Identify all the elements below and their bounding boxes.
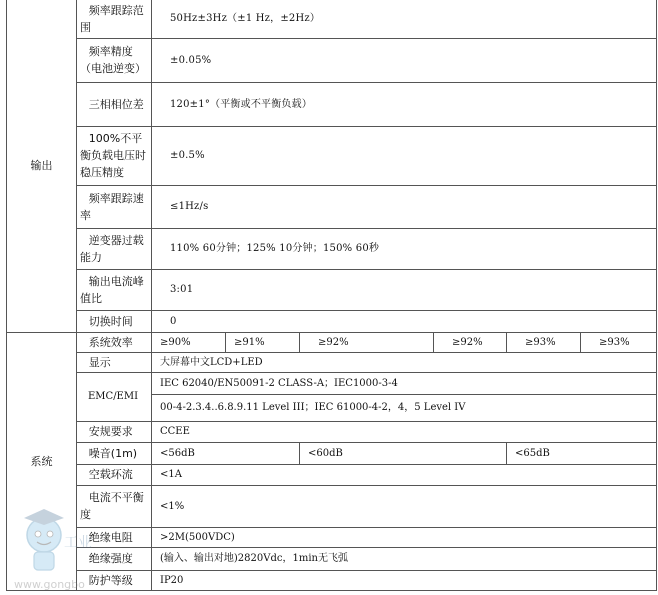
row-label: 逆变器过载能力	[77, 228, 152, 269]
row-label: 频率精度（电池逆变）	[77, 38, 152, 82]
table-row	[7, 485, 657, 527]
table-row	[7, 185, 657, 228]
table-row	[7, 352, 657, 372]
row-label: 绝缘电阻	[77, 527, 152, 547]
row-label: 安规要求	[77, 421, 152, 442]
row-label: 100%不平衡负载电压时稳压精度	[77, 126, 152, 185]
row-label: 系统效率	[77, 332, 152, 352]
row-value: 00-4-2.3.4..6.8.9.11 Level III；IEC 61000-4-2，4，5 Level IV	[152, 394, 657, 421]
table-row	[7, 228, 657, 269]
watermark-domain: www.gongbo	[14, 578, 85, 591]
row-value: <1%	[152, 485, 657, 527]
table-row	[7, 527, 657, 547]
row-label: 频率跟踪范围	[77, 0, 152, 38]
efficiency-value: ≥92%	[434, 332, 507, 352]
table-row	[7, 372, 657, 394]
noise-value: <60dB	[300, 442, 507, 464]
row-value: >2M(500VDC)	[152, 527, 657, 547]
row-label: 电流不平衡度	[77, 485, 152, 527]
noise-value: <56dB	[152, 442, 300, 464]
table-row	[7, 332, 657, 352]
row-label: EMC/EMI	[77, 372, 152, 421]
row-value: 0	[152, 310, 657, 332]
row-label: 绝缘强度	[77, 547, 152, 570]
row-value: 50Hz±3Hz（±1 Hz，±2Hz）	[152, 0, 657, 38]
efficiency-value: ≥93%	[507, 332, 581, 352]
row-label: 切换时间	[77, 310, 152, 332]
row-value: CCEE	[152, 421, 657, 442]
row-value: ±0.5%	[152, 126, 657, 185]
row-label: 显示	[77, 352, 152, 372]
table-row	[7, 269, 657, 310]
row-value: 110% 60分钟；125% 10分钟；150% 60秒	[152, 228, 657, 269]
row-value: (输入、输出对地)2820Vdc，1min无飞弧	[152, 547, 657, 570]
table-row	[7, 126, 657, 185]
row-label: 防护等级	[77, 570, 152, 590]
spec-table-container	[6, 0, 656, 595]
efficiency-value: ≥91%	[226, 332, 300, 352]
row-label: 三相相位差	[77, 82, 152, 126]
row-value: IEC 62040/EN50091-2 CLASS-A；IEC1000-3-4	[152, 372, 657, 394]
row-value: IP20	[152, 570, 657, 590]
row-value: 大屏幕中文LCD+LED	[152, 352, 657, 372]
row-value: ≤1Hz/s	[152, 185, 657, 228]
row-value: <1A	[152, 464, 657, 485]
table-row	[7, 38, 657, 82]
row-value: 120±1°（平衡或不平衡负载）	[152, 82, 657, 126]
spec-table	[6, 0, 657, 591]
efficiency-value: ≥90%	[152, 332, 226, 352]
row-value: 3:01	[152, 269, 657, 310]
table-row	[7, 442, 657, 464]
table-row	[7, 570, 657, 590]
category-output: 输出	[7, 0, 77, 332]
row-label: 噪音(1m)	[77, 442, 152, 464]
efficiency-value: ≥92%	[300, 332, 434, 352]
row-label: 空载环流	[77, 464, 152, 485]
noise-value: <65dB	[507, 442, 657, 464]
category-system: 系统	[7, 332, 77, 590]
table-row	[7, 310, 657, 332]
table-row	[7, 0, 657, 38]
table-row	[7, 421, 657, 442]
efficiency-value: ≥93%	[581, 332, 657, 352]
row-label: 频率跟踪速率	[77, 185, 152, 228]
watermark-text: 工业	[64, 535, 92, 551]
table-row	[7, 82, 657, 126]
table-row	[7, 547, 657, 570]
table-row	[7, 464, 657, 485]
row-value: ±0.05%	[152, 38, 657, 82]
row-label: 输出电流峰值比	[77, 269, 152, 310]
